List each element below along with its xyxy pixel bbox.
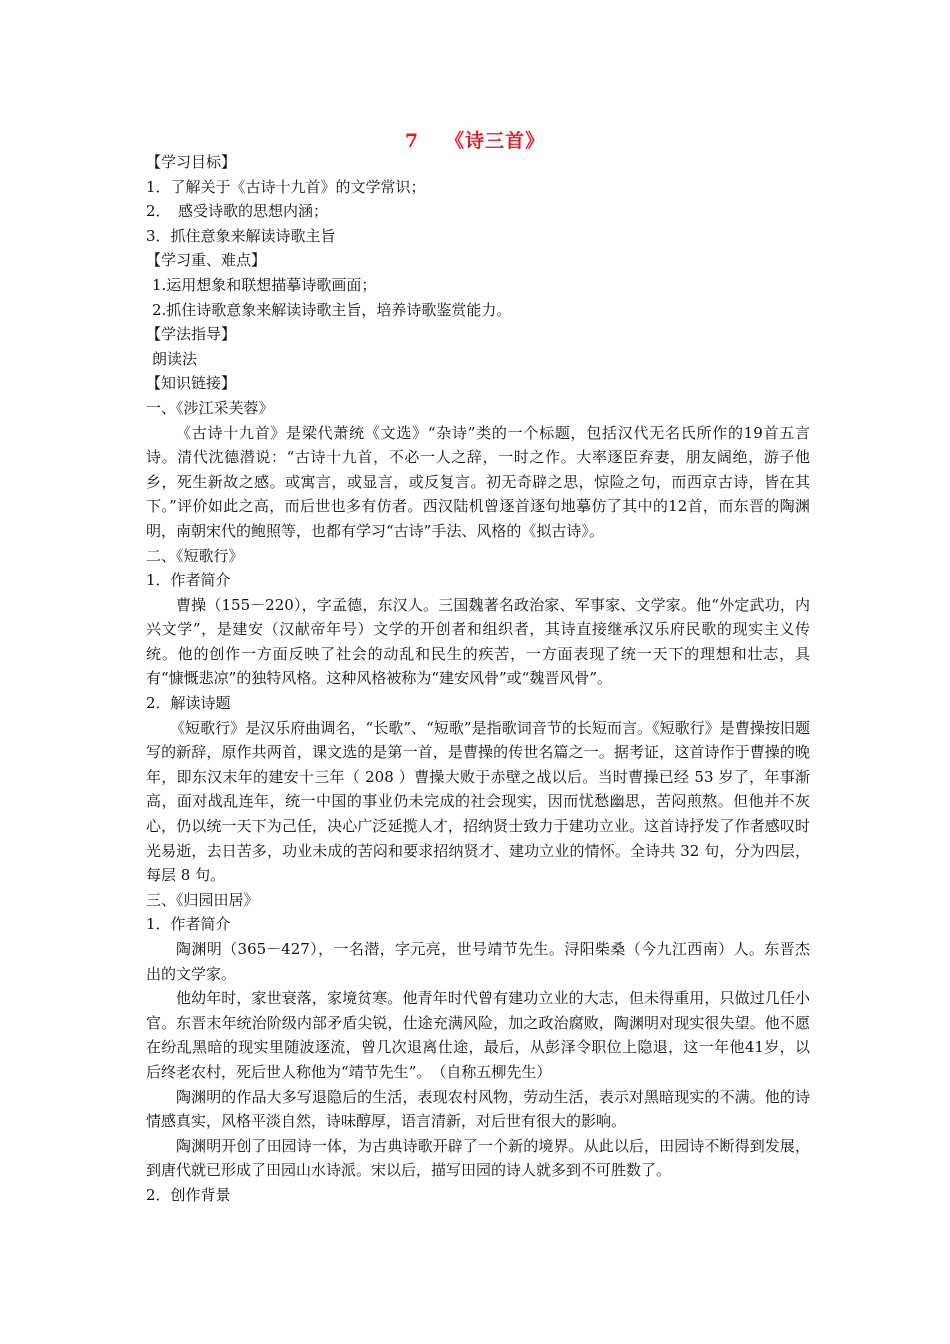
paragraph-gushi: 《古诗十九首》是梁代萧统《文选》“杂诗”类的一个标题，包括汉代无名氏所作的19首五言诗。清代沈德潜说：“古诗十九首，不必一人之辞，一时之作。大率逐臣弃妻，朋友阔绝，游子他乡，死生新故之感。或寓言，或显言，或反复言。初无奇辟之思，惊险之句，而西京古诗，皆在其下。”评价如此之高，而后世也多有仿者。西汉陆机曾逐首逐句地摹仿了其中的12首，而东晋的陶渊明，南朝宋代的鲍照等，也都有学习“古诗”手法、风格的《拟古诗》。 <box>146 423 810 540</box>
subsection-heading-duangexing: 二、《短歌行》 <box>146 546 244 565</box>
item-heading-author: 1．作者简介 <box>146 571 231 590</box>
paragraph-taoyuanming-life: 他幼年时，家世衰落，家境贫寒。他青年时代曾有建功立业的大志，但未得重用，只做过几任小官。东晋末年统治阶级内部矛盾尖锐，仕途充满风险，加之政治腐败，陶渊明对现实很失望。他不愿在纷乱黑暗的现实里随波逐流，曾几次退离仕途，最后，从彭泽令职位上隐退，这一年他41岁，以后终老农村，死后世人称他为“靖节先生”。 （自称五柳先生） <box>146 989 810 1081</box>
paragraph-caocao: 曹操（155－220），字孟德，东汉人。三国魏著名政治家、军事家、文学家。他“外定武功，内兴文学”，是建安（汉献帝年号）文学的开创者和组织者，其诗直接继承汉乐府民歌的现实主义传统。他的创作一方面反映了社会的动乱和民生的疾苦，一方面表现了统一天下的理想和壮志，具有“慷慨悲凉”的独特风格。这种风格被称为“建安风骨”或“魏晋风骨”。 <box>146 595 810 688</box>
method-text: 朗读法 <box>152 349 198 368</box>
keypoint-item: 2.抓住诗歌意象来解读诗歌主旨，培养诗歌鉴赏能力。 <box>152 300 512 319</box>
document-body <box>146 150 810 1208</box>
goal-item: 2． 感受诗歌的思想内涵； <box>146 202 329 221</box>
goal-item: 3．抓住意象来解读诗歌主旨 <box>146 226 336 245</box>
section-heading-keypoints: 【学习重、难点】 <box>146 251 267 270</box>
title-number: 7 <box>404 130 420 152</box>
section-heading-method: 【学法指导】 <box>146 325 237 344</box>
paragraph-taoyuanming-legacy: 陶渊明开创了田园诗一体，为古典诗歌开辟了一个新的境界。从此以后，田园诗不断得到发展，到唐代就已形成了田园山水诗派。宋以后，描写田园的诗人就多到不可胜数了。 <box>146 1136 810 1180</box>
paragraph-taoyuanming-intro: 陶渊明（365－427），一名潜，字元亮，世号靖节先生。浔阳柴桑（今九江西南）人。东晋杰出的文学家。 <box>146 940 810 983</box>
item-heading-background: 2．创作背景 <box>146 1185 231 1204</box>
item-heading-author: 1．作者简介 <box>146 915 231 934</box>
subsection-heading-guiyuantianju: 三、《归园田居》 <box>146 890 259 909</box>
paragraph-taoyuanming-works: 陶渊明的作品大多写退隐后的生活，表现农村风物，劳动生活，表示对黑暗现实的不满。他的诗情感真实，风格平淡自然，诗味醇厚，语言清新，对后世有很大的影响。 <box>146 1087 810 1131</box>
section-heading-goals: 【学习目标】 <box>146 153 237 171</box>
keypoint-item: 1.运用想象和联想描摹诗歌画面； <box>152 275 377 294</box>
item-heading-title-reading: 2．解读诗题 <box>146 694 231 713</box>
title-text: 《诗三首》 <box>445 130 546 152</box>
goal-item: 1．了解关于《古诗十九首》的文学常识； <box>146 177 426 196</box>
page-title <box>0 126 950 153</box>
subsection-heading-shejiang: 一、《涉江采芙蓉》 <box>146 398 274 417</box>
section-heading-knowledge: 【知识链接】 <box>146 374 237 393</box>
paragraph-duangexing: 《短歌行》是汉乐府曲调名，“长歌”、“短歌”是指歌词音节的长短而言。《短歌行》是曹操按旧题写的新辞，原作共两首，课文选的是第一首，是曹操的传世名篇之一。据考证，这首诗作于曹操的晚年，即东汉末年的建安十三年（ 208 ）曹操大败于赤壁之战以后。当时曹操已经 53 岁了，年事渐高，面对战乱连年，统一中国的事业仍未完成的社会现实，因而忧愁幽思，苦闷煎熬。但他并不灰心，仍以统一天下为己任，决心广泛延揽人才，招纳贤士致力于建功立业。这首诗抒发了作者感叹时光易逝，去日苦多，功业未成的苦闷和要求招纳贤才、建功立业的情怀。全诗共 32 句，分为四层，每层 8 句。 <box>146 718 810 885</box>
